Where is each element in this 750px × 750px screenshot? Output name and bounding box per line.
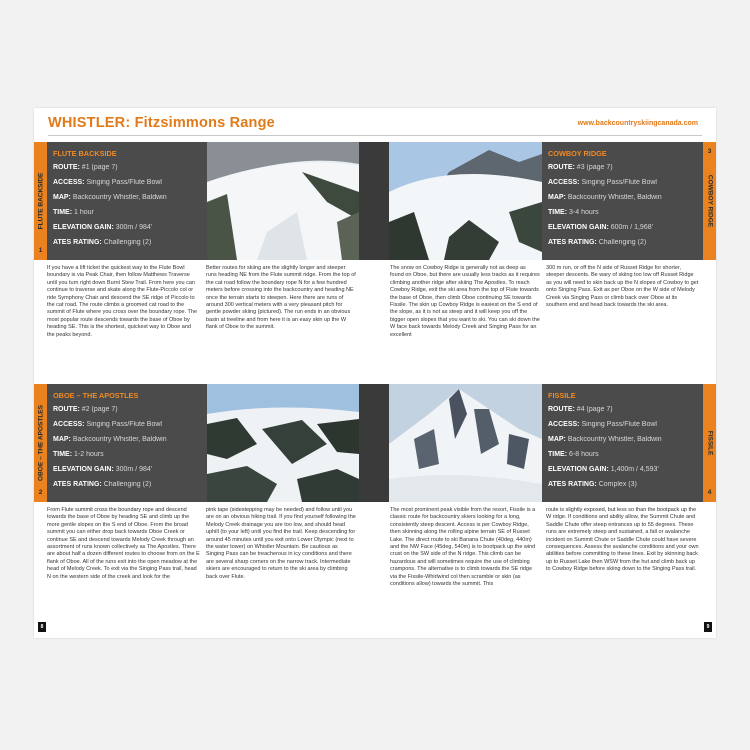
elevation-row: ELEVATION GAIN: 600m / 1,968' bbox=[548, 224, 653, 231]
fissile-text-col2: route is slightly exposed, but less so than the bootpack up the W ridge. If conditions and ability allow, the Summit Chute and Saddle Chute offer steep entrances up to 55 degrees. These runs are extremely steep and sustained, a fall or avalanche incident on Summit Chute or Saddle Chute could have severe consequences. Assess the avalanche conditions and your own abilities before committing to these lines. Exit by skinning back up to Russet Lake then WSW from the hut and climb back up to Cowboy Ridge before skiing down to the Singing Pass trail. bbox=[546, 507, 699, 573]
tab-label: FISSILE bbox=[706, 430, 713, 456]
elevation-row: ELEVATION GAIN: 300m / 984' bbox=[53, 466, 153, 473]
route-info-fissile bbox=[542, 384, 703, 502]
page-header bbox=[34, 108, 716, 134]
guidebook-spread bbox=[34, 108, 716, 638]
route-name: COWBOY RIDGE bbox=[548, 149, 607, 158]
cowboy-ridge-text-col1: The snow on Cowboy Ridge is generally not as deep as found on Oboe, but there are usually less tracks as it requires climbing another ridge after skiing The Apostles. To reach Cowboy Ridge, exit the ski area from the top of Flute towards the base of Oboe, then climb Oboe continuing SE towards Fissile. The skin up Cowboy Ridge is easiest on the S end of the slope, as it is not as steep and it will keep you off the bigger open slopes that you want to ski. You can ski down the W face back towards Melody Creek and Singing Pass for an excellent bbox=[390, 265, 540, 338]
tab-label: COWBOY RIDGE bbox=[706, 174, 713, 228]
section-tab-cowboy-ridge bbox=[703, 142, 716, 260]
route-info-oboe-apostles bbox=[47, 384, 207, 502]
time-row: TIME: 1 hour bbox=[53, 209, 94, 216]
flute-backside-text-col2: Better routes for skiing are the slightly longer and steeper runs heading NE from the Flute summit ridge. From the top of the cat road follow the boundary rope N for a few hundred meters before crossing into the backcountry and heading NE once the terrain starts to steepen. Here there are runs of around 300 vertical meters with a very pleasant pitch for gentle powder skiing (pictured). The run ends in an obvious basin at treeline and from here it is an easy skin up the W flank of Oboe to the summit. bbox=[206, 265, 356, 331]
page-number-left: 8 bbox=[38, 622, 46, 632]
map-row: MAP: Backcountry Whistler, Baldwin bbox=[53, 436, 167, 443]
fissile-peak-photo bbox=[389, 384, 542, 502]
tab-number: 3 bbox=[707, 148, 712, 155]
route-row: ROUTE: #1 (page 7) bbox=[53, 164, 118, 171]
route-info-flute-backside bbox=[47, 142, 207, 260]
tab-number: 4 bbox=[707, 489, 712, 496]
map-row: MAP: Backcountry Whistler, Baldwin bbox=[53, 194, 167, 201]
tab-number: 1 bbox=[38, 247, 43, 254]
ates-row: ATES RATING: Complex (3) bbox=[548, 481, 637, 488]
ates-row: ATES RATING: Challenging (2) bbox=[548, 239, 647, 246]
time-row: TIME: 1-2 hours bbox=[53, 451, 104, 458]
oboe-text-col1: From Flute summit cross the boundary rope and descend towards the base of Oboe by heading SE and climb up the more gentle slopes on the S end of Oboe. From the broad summit you can either drop back towards Oboe Creek or continue SE and descend towards Melody Creek through an assortment of runs known collectively as The Apostles. There are about half a dozen different routes to choose from on the E flank of Oboe. All of the runs exit into the open meadow at the head of Melody Creek. To exit via the Singing Pass trail, head N on the western side of the creek and look for the bbox=[47, 507, 200, 580]
route-row: ROUTE: #3 (page 7) bbox=[548, 164, 613, 171]
access-row: ACCESS: Singing Pass/Flute Bowl bbox=[53, 179, 162, 186]
map-row: MAP: Backcountry Whistler, Baldwin bbox=[548, 194, 662, 201]
header-divider bbox=[48, 135, 702, 136]
access-row: ACCESS: Singing Pass/Flute Bowl bbox=[548, 179, 657, 186]
oboe-text-col2: pink tape (sidestepping may be needed) and follow until you are on an obvious hiking trail. If you find yourself following the Melody Creek drainage you are too low, and should head uphill (to your left) until you find the trail. Keep descending for around 45 minutes until you exit onto Lower Olympic (next to the water tower) on Whistler Mountain. Be cautious as Singing Pass can be treacherous in icy conditions and there are several sharp corners on the narrow track. Intermediate skiers are encouraged to return to the ski area by climbing back over Flute. bbox=[206, 507, 356, 580]
ridge-panorama-photo bbox=[389, 142, 542, 260]
snowy-slope-photo bbox=[207, 142, 359, 260]
map-row: MAP: Backcountry Whistler, Baldwin bbox=[548, 436, 662, 443]
spine-strip bbox=[359, 142, 389, 260]
section-tab-fissile bbox=[703, 384, 716, 502]
section-tab-flute-backside bbox=[34, 142, 47, 260]
route-row: ROUTE: #2 (page 7) bbox=[53, 406, 118, 413]
section-tab-oboe-apostles bbox=[34, 384, 47, 502]
forested-ridge-photo bbox=[207, 384, 359, 502]
route-name: OBOE – THE APOSTLES bbox=[53, 391, 139, 400]
time-row: TIME: 6-8 hours bbox=[548, 451, 599, 458]
page-title: WHISTLER: Fitzsimmons Range bbox=[48, 115, 275, 131]
route-name: FISSILE bbox=[548, 391, 576, 400]
page-number-right: 9 bbox=[704, 622, 712, 632]
flute-backside-text-col1: If you have a lift ticket the quickest way to the Flute Bowl boundary is via Peak Chair, then follow Matthews Traverse until you turn right down Burnt Stew Trail. From here you can continue to traverse and skate along the Flute-Piccolo col or ride Symphony Chair and descend the SE ridge of Piccolo to the cat road. The route climbs a groomed cat road to the summit of Flute where you cross over the boundary rope. The most popular route descends towards the base of Oboe by heading SE. This is the shortest, quickest way to Oboe and the peaks beyond. bbox=[47, 265, 197, 338]
time-row: TIME: 3-4 hours bbox=[548, 209, 599, 216]
route-row: ROUTE: #4 (page 7) bbox=[548, 406, 613, 413]
elevation-row: ELEVATION GAIN: 1,400m / 4,593' bbox=[548, 466, 659, 473]
route-name: FLUTE BACKSIDE bbox=[53, 149, 117, 158]
access-row: ACCESS: Singing Pass/Flute Bowl bbox=[53, 421, 162, 428]
access-row: ACCESS: Singing Pass/Flute Bowl bbox=[548, 421, 657, 428]
ates-row: ATES RATING: Challenging (2) bbox=[53, 239, 152, 246]
tab-label: FLUTE BACKSIDE bbox=[37, 172, 44, 230]
spine-strip bbox=[359, 384, 389, 502]
website-link[interactable]: www.backcountryskiingcanada.com bbox=[577, 120, 698, 127]
tab-label: OBOE – THE APOSTLES bbox=[37, 405, 44, 481]
tab-number: 2 bbox=[38, 489, 43, 496]
ates-row: ATES RATING: Challenging (2) bbox=[53, 481, 152, 488]
cowboy-ridge-text-col2: 300 m run, or off the N side of Russet Ridge for shorter, steeper descents. Be wary of skiing too low off Russet Ridge as you will need to skin back up the N slopes of Cowboy to get onto Singing Pass. Exit as per Oboe on the W side of Melody Creek via Singing Pass or climb back over Oboe at its southern end and head back towards the ski area. bbox=[546, 265, 699, 309]
route-info-cowboy-ridge bbox=[542, 142, 703, 260]
elevation-row: ELEVATION GAIN: 300m / 984' bbox=[53, 224, 153, 231]
fissile-text-col1: The most prominent peak visible from the resort, Fissile is a classic route for backcountry skiers looking for a long, consistently steep descent. Access is per Cowboy Ridge, then skinning along the rolling alpine terrain SE of Russet Lake. The direct route to ski Banana Chute (40deg, 440m) and the NW Face (45deg, 540m) is to bootpack up the wind crust on the SW side of the N ridge. This climb can be hazardous and will sometimes require the use of climbing crampons. The alternative is to climb towards the SE ridge via the Fissile-Whirlwind col then scramble or skin (as conditions allow) towards the summit. This bbox=[390, 507, 536, 588]
